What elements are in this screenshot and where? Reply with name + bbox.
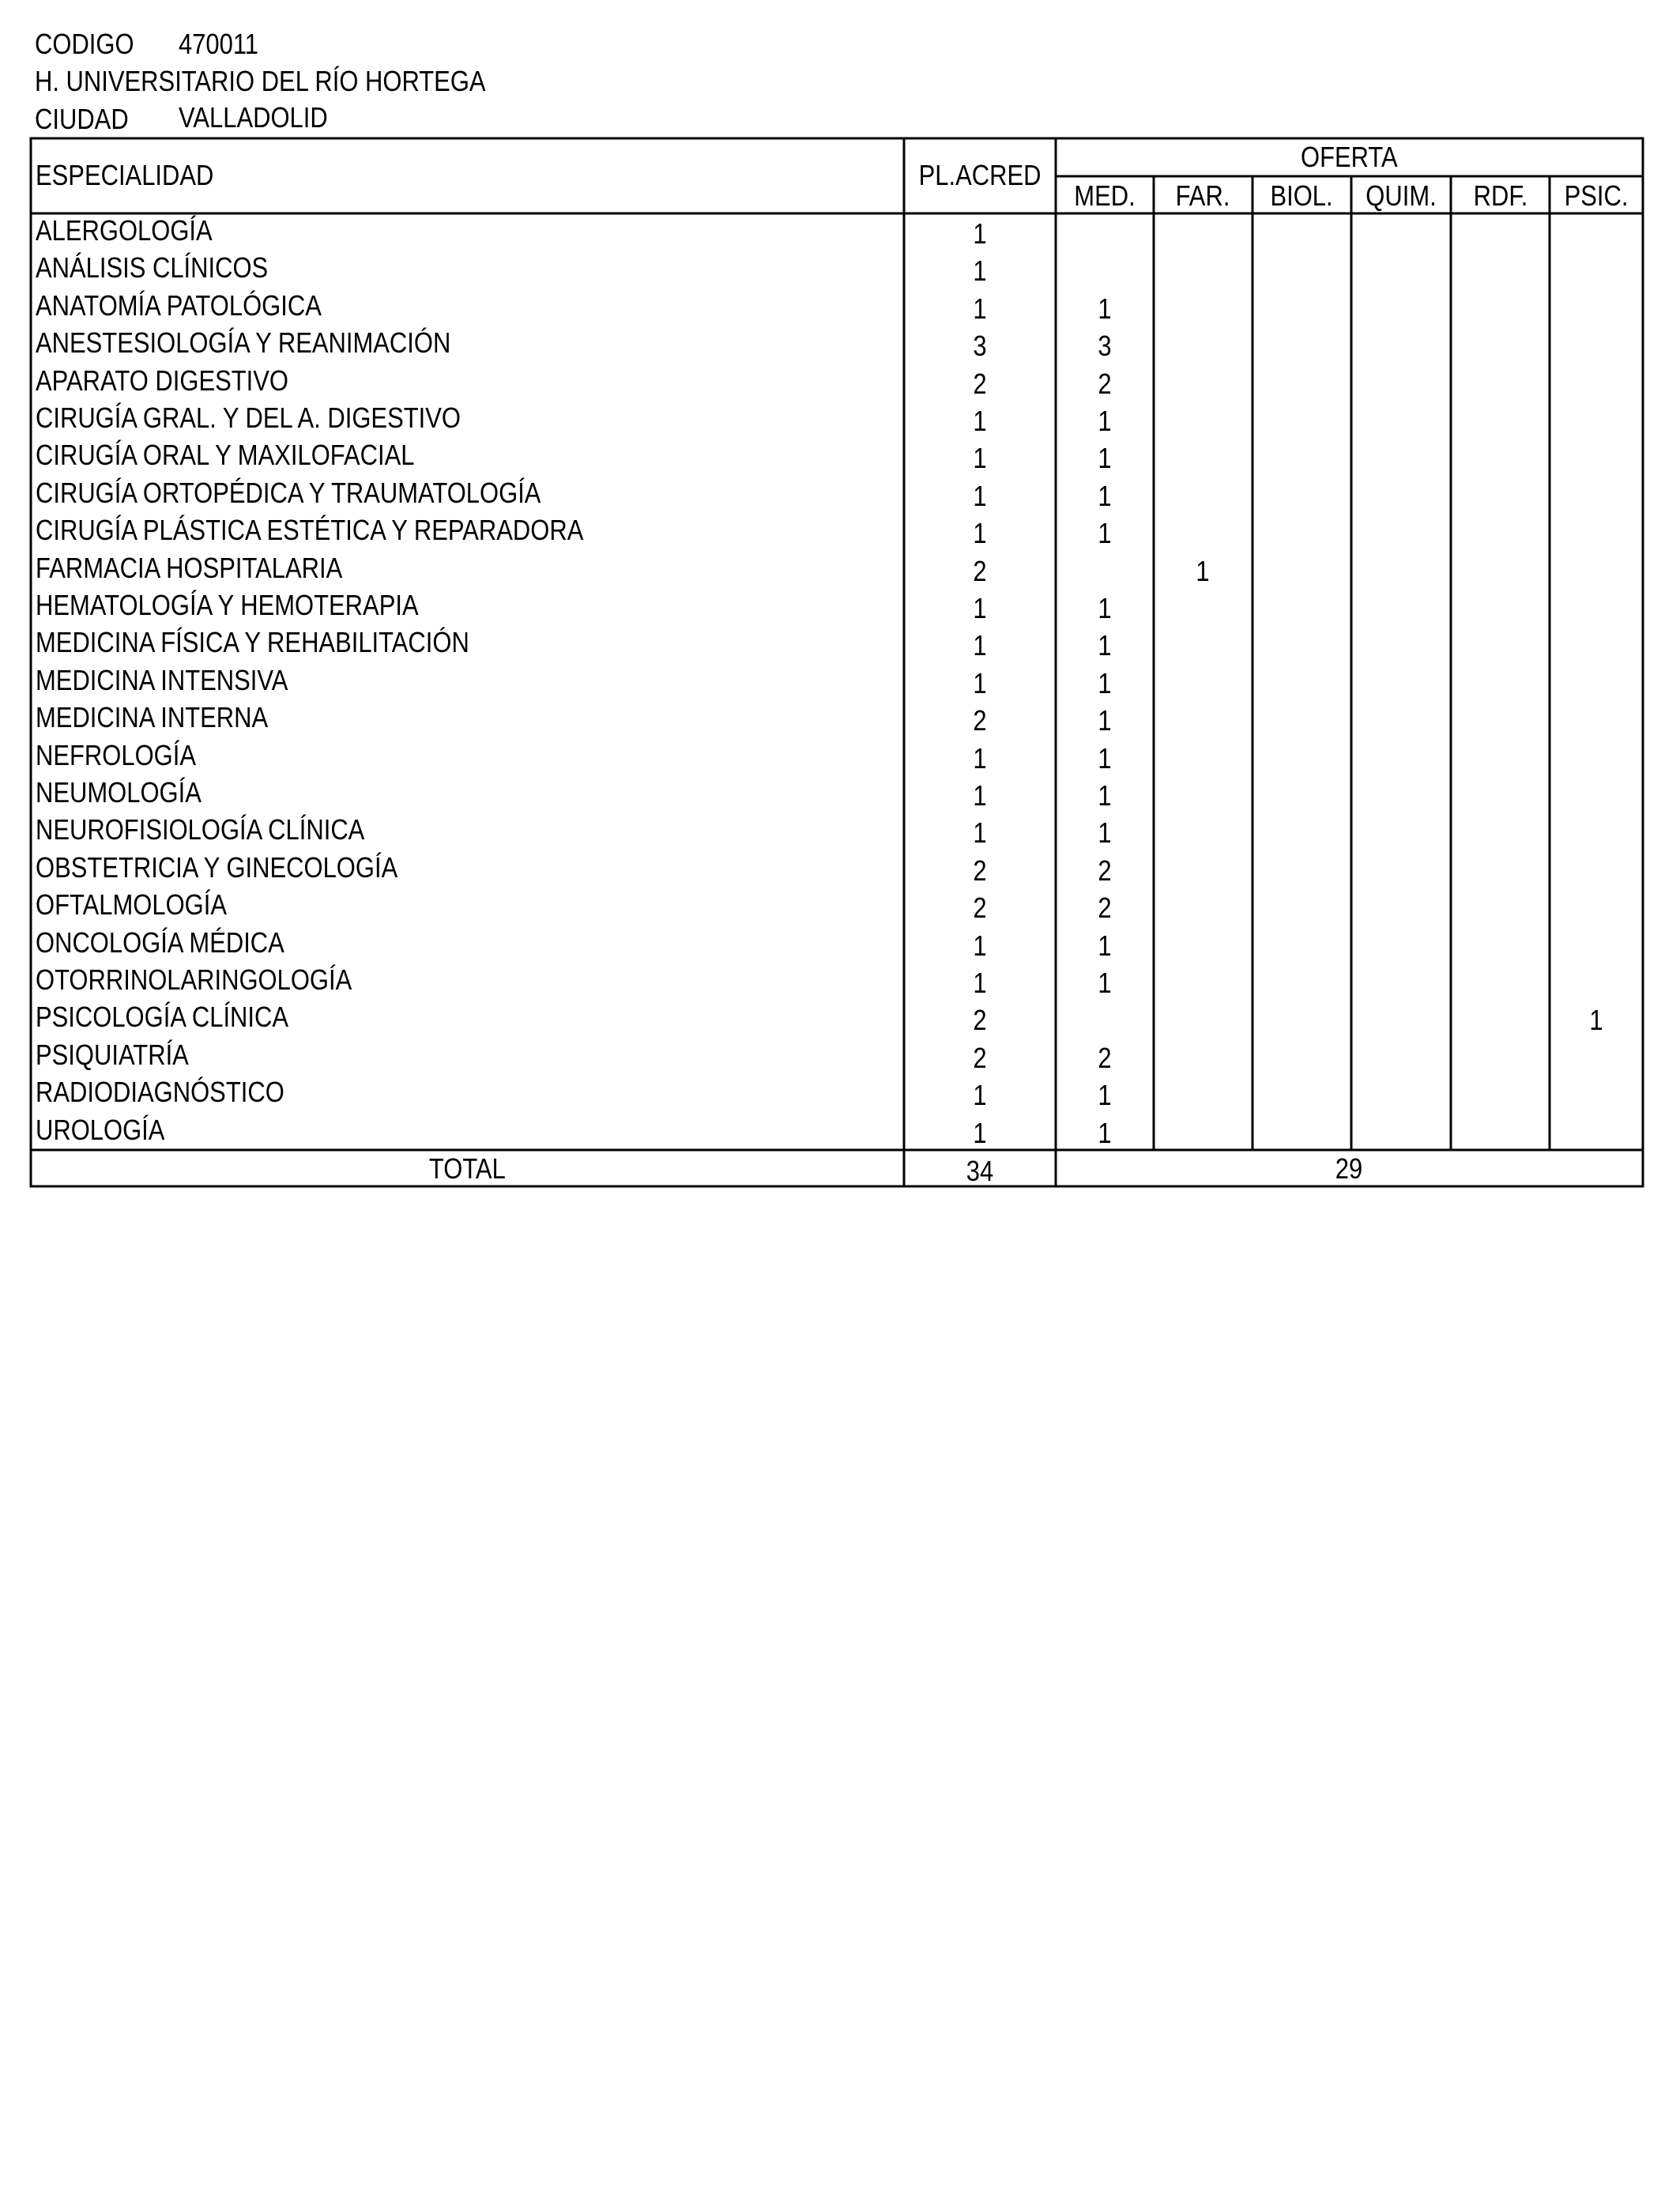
- row-far: [1155, 927, 1251, 965]
- row-med: 2: [1098, 1041, 1112, 1074]
- row-placred: 1: [973, 517, 987, 550]
- row-rdf: [1452, 477, 1548, 515]
- row-quim: [1353, 515, 1449, 552]
- row-quim: [1353, 215, 1449, 253]
- row-especialidad: ONCOLOGÍA MÉDICA: [36, 925, 284, 959]
- row-especialidad: CIRUGÍA ORTOPÉDICA Y TRAUMATOLOGÍA: [36, 476, 541, 509]
- row-far: [1155, 1001, 1251, 1039]
- row-med: 1: [1098, 517, 1112, 550]
- row-placred: 1: [973, 816, 987, 850]
- column-header-oferta: OFERTA: [1301, 141, 1398, 173]
- row-especialidad: HEMATOLOGÍA Y HEMOTERAPIA: [36, 589, 419, 621]
- row-rdf: [1452, 1039, 1548, 1077]
- row-psic: [1551, 290, 1641, 328]
- row-biol: [1254, 252, 1350, 290]
- row-med: 2: [1098, 367, 1112, 400]
- total-oferta: 29: [1335, 1152, 1363, 1185]
- row-rdf: [1452, 1001, 1548, 1039]
- row-placred: 2: [973, 704, 987, 737]
- row-med: 1: [1098, 666, 1112, 699]
- row-biol: [1254, 515, 1350, 552]
- row-placred: 1: [973, 217, 987, 250]
- row-especialidad: MEDICINA INTERNA: [36, 701, 269, 734]
- row-psic: [1551, 665, 1641, 703]
- row-rdf: [1452, 515, 1548, 552]
- row-rdf: [1452, 702, 1548, 740]
- row-placred: 2: [973, 854, 987, 887]
- row-especialidad: OTORRINOLARINGOLOGÍA: [36, 963, 352, 996]
- row-quim: [1353, 814, 1449, 852]
- row-quim: [1353, 964, 1449, 1002]
- row-quim: [1353, 702, 1449, 740]
- row-rdf: [1452, 964, 1548, 1002]
- row-especialidad: UROLOGÍA: [36, 1113, 165, 1146]
- row-biol: [1254, 290, 1350, 328]
- hospital-name: H. UNIVERSITARIO DEL RÍO HORTEGA: [35, 65, 486, 97]
- row-far: [1155, 590, 1251, 628]
- row-quim: [1353, 777, 1449, 815]
- row-quim: [1353, 439, 1449, 477]
- row-rdf: [1452, 252, 1548, 290]
- row-far: [1155, 627, 1251, 665]
- subheader-far: FAR.: [1176, 179, 1230, 212]
- subheader-quim: QUIM.: [1365, 179, 1437, 212]
- row-psic: 1: [1589, 1004, 1603, 1037]
- row-rdf: [1452, 290, 1548, 328]
- row-quim: [1353, 1114, 1449, 1152]
- row-rdf: [1452, 740, 1548, 778]
- subheader-rdf: RDF.: [1473, 179, 1527, 212]
- row-especialidad: MEDICINA INTENSIVA: [36, 663, 288, 696]
- row-psic: [1551, 964, 1641, 1002]
- row-psic: [1551, 1076, 1641, 1114]
- row-quim: [1353, 1001, 1449, 1039]
- row-especialidad: NEUMOLOGÍA: [36, 776, 202, 809]
- row-far: [1155, 515, 1251, 552]
- row-rdf: [1452, 927, 1548, 965]
- row-biol: [1254, 702, 1350, 740]
- row-psic: [1551, 327, 1641, 365]
- row-far: [1155, 814, 1251, 852]
- row-med: 1: [1098, 592, 1112, 624]
- row-biol: [1254, 215, 1350, 253]
- row-placred: 2: [973, 554, 987, 587]
- row-psic: [1551, 889, 1641, 927]
- row-biol: [1254, 964, 1350, 1002]
- row-med: 3: [1098, 330, 1112, 363]
- row-psic: [1551, 590, 1641, 628]
- total-placred: 34: [966, 1155, 994, 1187]
- row-med: 1: [1098, 1116, 1112, 1149]
- row-far: [1155, 290, 1251, 328]
- row-biol: [1254, 590, 1350, 628]
- row-especialidad: OFTALMOLOGÍA: [36, 888, 227, 922]
- row-especialidad: NEFROLOGÍA: [36, 738, 197, 771]
- row-quim: [1353, 552, 1449, 590]
- row-rdf: [1452, 665, 1548, 703]
- row-especialidad: CIRUGÍA PLÁSTICA ESTÉTICA Y REPARADORA: [36, 514, 584, 547]
- row-placred: 1: [973, 442, 987, 475]
- row-psic: [1551, 215, 1641, 253]
- row-med: 1: [1098, 405, 1112, 437]
- row-quim: [1353, 927, 1449, 965]
- row-med: 1: [1098, 929, 1112, 962]
- row-far: [1155, 665, 1251, 703]
- row-psic: [1551, 252, 1641, 290]
- row-especialidad: CIRUGÍA ORAL Y MAXILOFACIAL: [36, 439, 415, 472]
- row-biol: [1254, 1076, 1350, 1114]
- row-med: 2: [1098, 892, 1112, 925]
- row-placred: 2: [973, 1004, 987, 1037]
- row-biol: [1254, 814, 1350, 852]
- column-header-placred: PL.ACRED: [918, 159, 1042, 191]
- row-biol: [1254, 627, 1350, 665]
- row-psic: [1551, 627, 1641, 665]
- row-quim: [1353, 1076, 1449, 1114]
- row-especialidad: RADIODIAGNÓSTICO: [36, 1076, 284, 1109]
- row-quim: [1353, 852, 1449, 890]
- row-placred: 1: [973, 779, 987, 812]
- row-placred: 1: [973, 1079, 987, 1112]
- row-psic: [1551, 515, 1641, 552]
- row-psic: [1551, 402, 1641, 440]
- row-especialidad: OBSTETRICIA Y GINECOLOGÍA: [36, 850, 398, 884]
- row-rdf: [1452, 327, 1548, 365]
- row-biol: [1254, 777, 1350, 815]
- row-placred: 2: [973, 892, 987, 925]
- row-med: [1057, 552, 1152, 590]
- row-especialidad: APARATO DIGESTIVO: [36, 364, 288, 397]
- row-rdf: [1452, 439, 1548, 477]
- row-placred: 1: [973, 929, 987, 962]
- row-biol: [1254, 1039, 1350, 1077]
- row-biol: [1254, 1114, 1350, 1152]
- row-far: [1155, 1039, 1251, 1077]
- row-placred: 1: [973, 629, 987, 662]
- row-biol: [1254, 665, 1350, 703]
- row-med: [1057, 215, 1152, 253]
- row-psic: [1551, 477, 1641, 515]
- row-especialidad: PSIQUIATRÍA: [36, 1038, 189, 1071]
- row-placred: 1: [973, 292, 987, 325]
- row-quim: [1353, 740, 1449, 778]
- subheader-med: MED.: [1074, 179, 1136, 212]
- row-psic: [1551, 777, 1641, 815]
- row-med: 1: [1098, 779, 1112, 812]
- column-header-especialidad: ESPECIALIDAD: [36, 159, 214, 191]
- row-biol: [1254, 552, 1350, 590]
- row-rdf: [1452, 777, 1548, 815]
- row-med: 1: [1098, 1079, 1112, 1112]
- row-med: 1: [1098, 292, 1112, 325]
- row-placred: 3: [973, 330, 987, 363]
- row-far: [1155, 889, 1251, 927]
- row-med: [1057, 252, 1152, 290]
- row-placred: 1: [973, 741, 987, 775]
- row-med: 1: [1098, 967, 1112, 999]
- row-med: 1: [1098, 704, 1112, 737]
- row-rdf: [1452, 852, 1548, 890]
- row-rdf: [1452, 552, 1548, 590]
- row-far: [1155, 1114, 1251, 1152]
- row-placred: 2: [973, 367, 987, 400]
- row-far: [1155, 777, 1251, 815]
- row-psic: [1551, 740, 1641, 778]
- row-quim: [1353, 590, 1449, 628]
- row-far: [1155, 402, 1251, 440]
- row-rdf: [1452, 1114, 1548, 1152]
- row-quim: [1353, 1039, 1449, 1077]
- row-biol: [1254, 927, 1350, 965]
- row-biol: [1254, 402, 1350, 440]
- row-especialidad: CIRUGÍA GRAL. Y DEL A. DIGESTIVO: [36, 401, 461, 434]
- row-rdf: [1452, 627, 1548, 665]
- row-rdf: [1452, 590, 1548, 628]
- row-quim: [1353, 290, 1449, 328]
- subheader-biol: BIOL.: [1270, 179, 1334, 212]
- row-med: 1: [1098, 816, 1112, 850]
- row-far: [1155, 964, 1251, 1002]
- row-placred: 2: [973, 1041, 987, 1074]
- row-far: [1155, 477, 1251, 515]
- row-biol: [1254, 852, 1350, 890]
- row-far: [1155, 1076, 1251, 1114]
- row-especialidad: ANATOMÍA PATOLÓGICA: [36, 288, 322, 322]
- row-psic: [1551, 852, 1641, 890]
- total-label: TOTAL: [429, 1152, 506, 1185]
- row-especialidad: NEUROFISIOLOGÍA CLÍNICA: [36, 813, 365, 846]
- row-med: 2: [1098, 854, 1112, 887]
- row-psic: [1551, 814, 1641, 852]
- row-biol: [1254, 439, 1350, 477]
- row-quim: [1353, 252, 1449, 290]
- row-placred: 1: [973, 254, 987, 288]
- row-med: 1: [1098, 629, 1112, 662]
- row-far: [1155, 702, 1251, 740]
- row-far: [1155, 365, 1251, 403]
- row-biol: [1254, 327, 1350, 365]
- row-psic: [1551, 439, 1641, 477]
- row-placred: 1: [973, 1116, 987, 1149]
- row-especialidad: MEDICINA FÍSICA Y REHABILITACIÓN: [36, 626, 469, 659]
- row-med: 1: [1098, 442, 1112, 475]
- codigo-label: CODIGO: [35, 28, 134, 60]
- row-placred: 1: [973, 666, 987, 699]
- row-placred: 1: [973, 592, 987, 624]
- row-rdf: [1452, 814, 1548, 852]
- row-placred: 1: [973, 967, 987, 999]
- row-biol: [1254, 740, 1350, 778]
- row-quim: [1353, 665, 1449, 703]
- row-especialidad: FARMACIA HOSPITALARIA: [36, 551, 343, 584]
- row-quim: [1353, 477, 1449, 515]
- row-far: 1: [1196, 554, 1211, 587]
- row-far: [1155, 852, 1251, 890]
- row-especialidad: ANÁLISIS CLÍNICOS: [36, 251, 269, 285]
- row-placred: 1: [973, 405, 987, 437]
- row-rdf: [1452, 215, 1548, 253]
- row-rdf: [1452, 889, 1548, 927]
- row-far: [1155, 252, 1251, 290]
- subheader-psic: PSIC.: [1564, 179, 1629, 212]
- row-especialidad: ALERGOLOGÍA: [36, 214, 213, 247]
- row-especialidad: PSICOLOGÍA CLÍNICA: [36, 1001, 289, 1034]
- row-especialidad: ANESTESIOLOGÍA Y REANIMACIÓN: [36, 326, 451, 360]
- row-biol: [1254, 1001, 1350, 1039]
- row-rdf: [1452, 365, 1548, 403]
- row-quim: [1353, 402, 1449, 440]
- row-far: [1155, 215, 1251, 253]
- row-quim: [1353, 889, 1449, 927]
- row-far: [1155, 740, 1251, 778]
- row-biol: [1254, 365, 1350, 403]
- row-biol: [1254, 477, 1350, 515]
- row-biol: [1254, 889, 1350, 927]
- row-psic: [1551, 1114, 1641, 1152]
- ciudad-value: VALLADOLID: [179, 101, 328, 134]
- row-quim: [1353, 327, 1449, 365]
- codigo-value: 470011: [179, 28, 259, 60]
- row-far: [1155, 327, 1251, 365]
- row-psic: [1551, 927, 1641, 965]
- row-rdf: [1452, 1076, 1548, 1114]
- row-quim: [1353, 365, 1449, 403]
- row-rdf: [1452, 402, 1548, 440]
- row-psic: [1551, 552, 1641, 590]
- row-med: 1: [1098, 741, 1112, 775]
- row-psic: [1551, 1039, 1641, 1077]
- ciudad-label: CIUDAD: [35, 103, 129, 135]
- row-med: [1057, 1001, 1152, 1039]
- row-med: 1: [1098, 479, 1112, 512]
- row-far: [1155, 439, 1251, 477]
- row-placred: 1: [973, 479, 987, 512]
- row-psic: [1551, 365, 1641, 403]
- row-quim: [1353, 627, 1449, 665]
- row-psic: [1551, 702, 1641, 740]
